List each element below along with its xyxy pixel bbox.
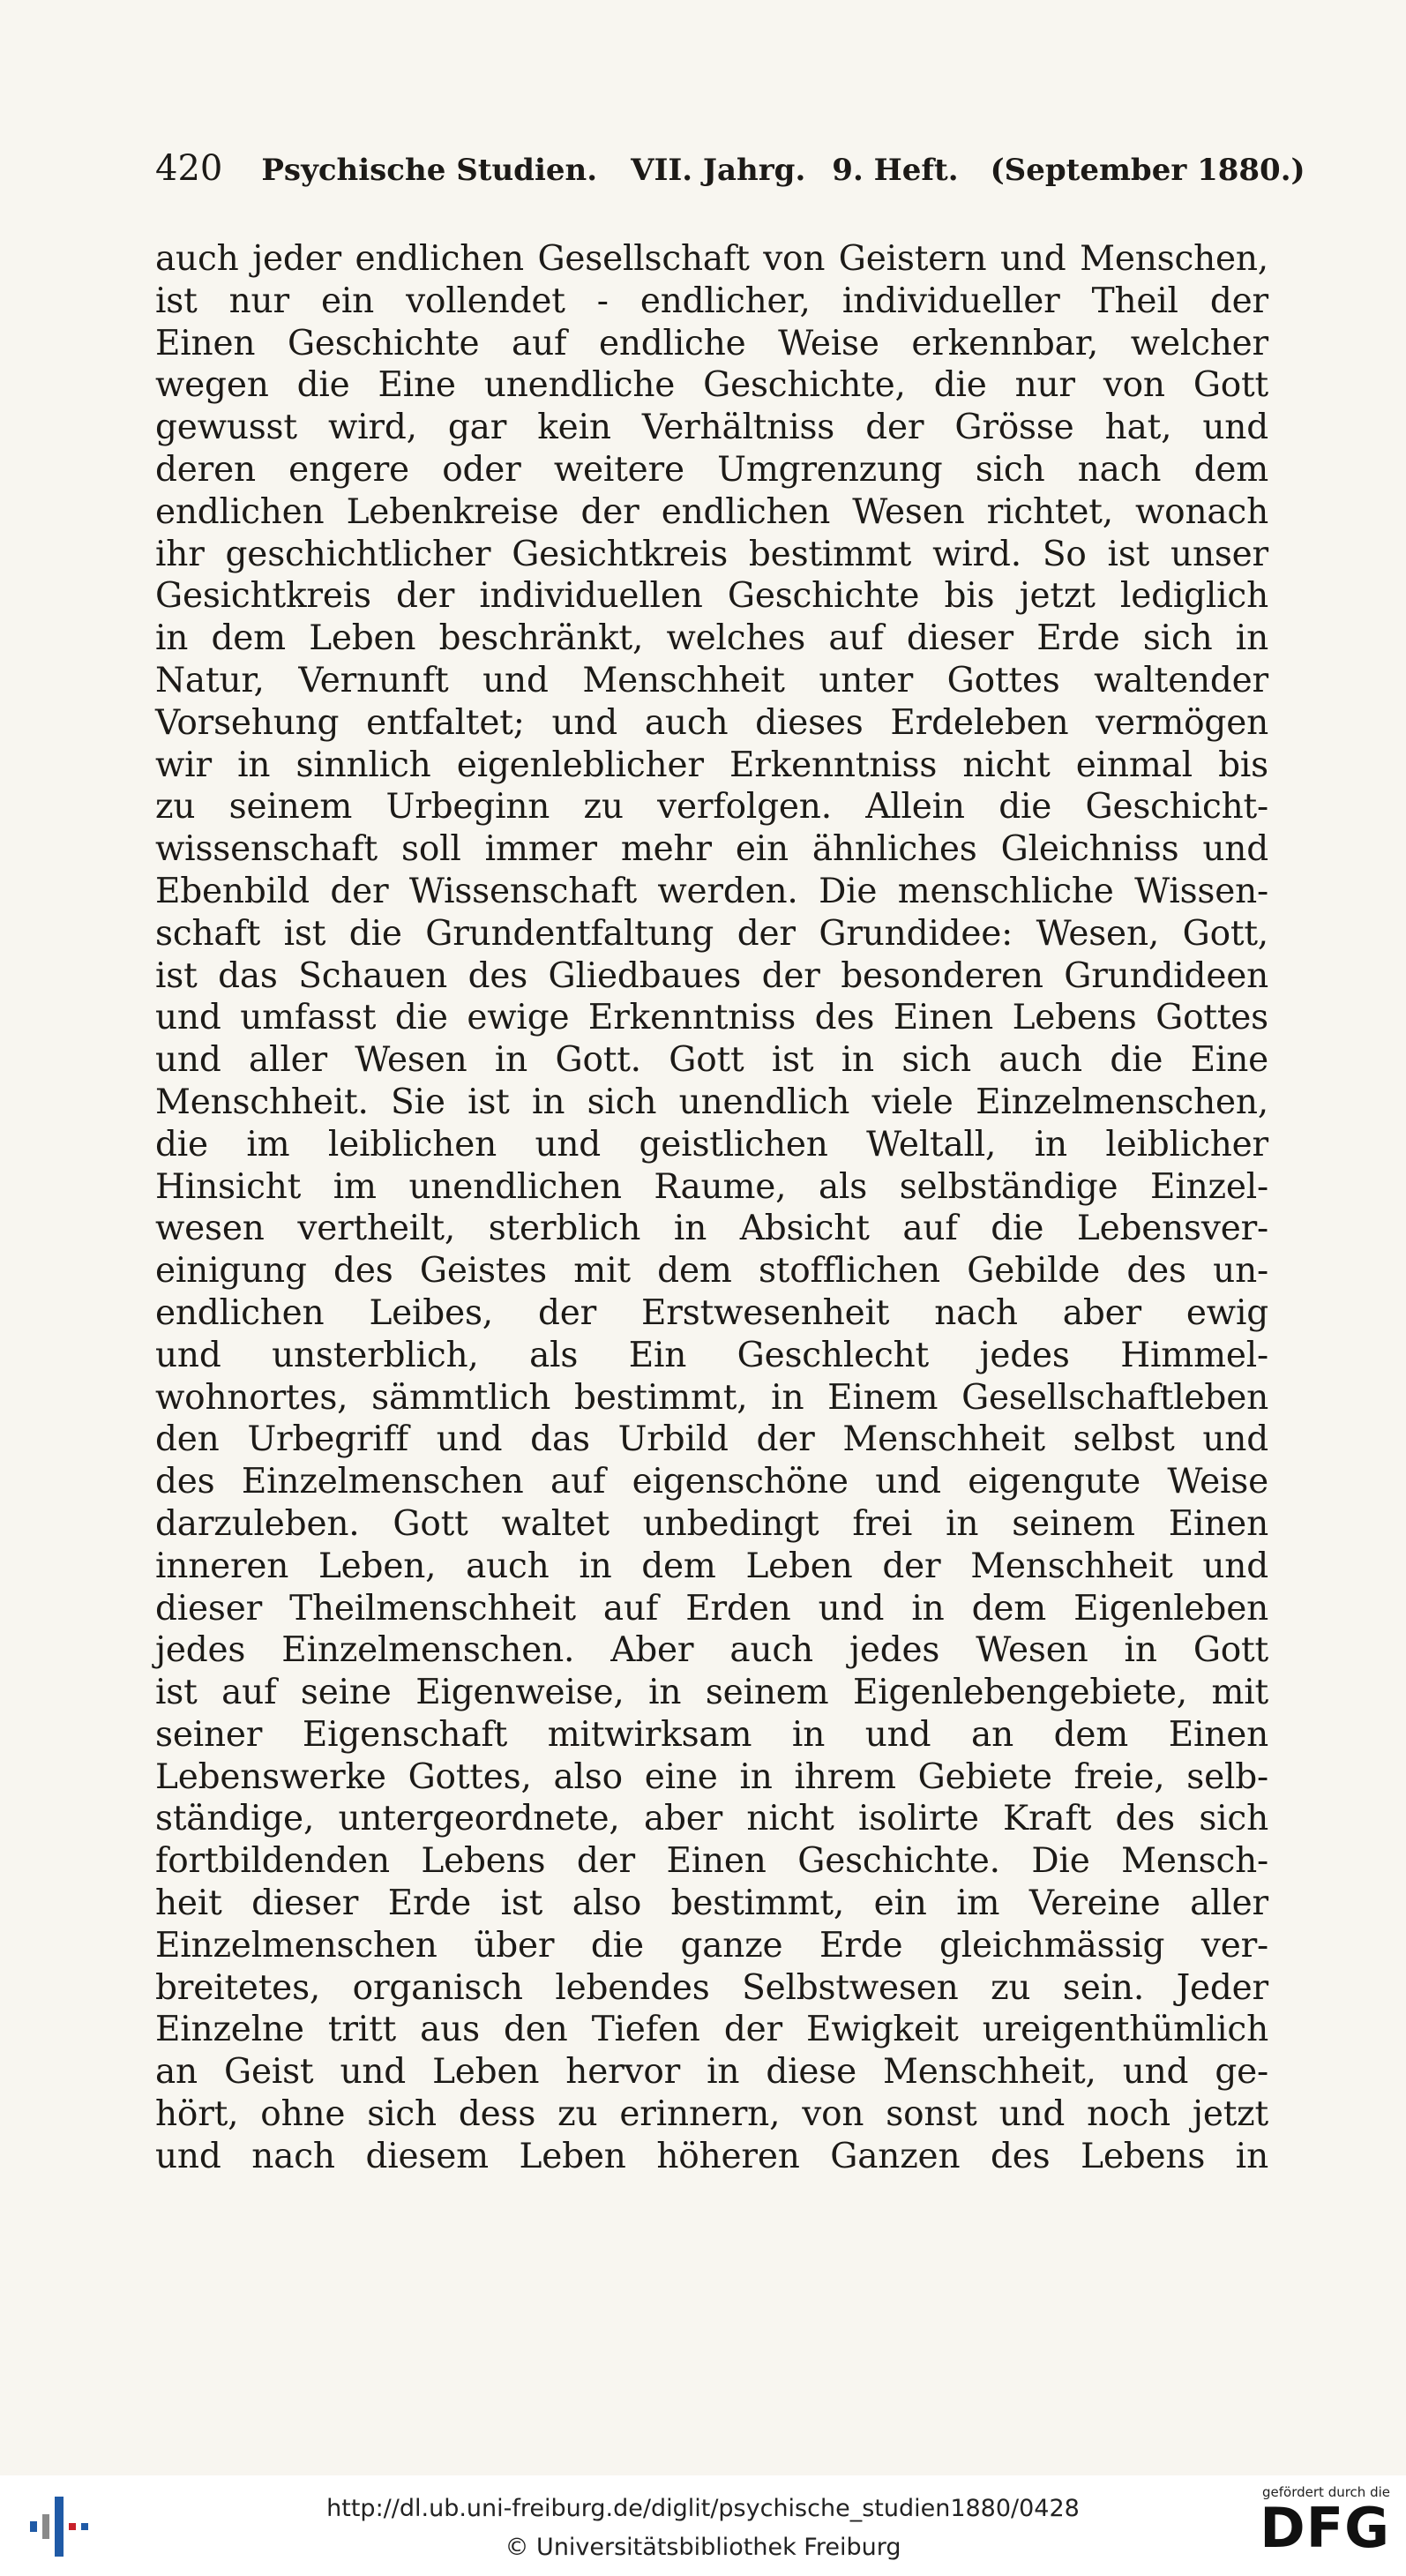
- volume-label: VII. Jahrg.: [631, 153, 806, 188]
- viewer-footer: [0, 2475, 1406, 2576]
- text-line: Menschheit. Sie ist in sich unendlich viele Einzelmenschen,: [155, 1082, 1268, 1122]
- body-text: [155, 238, 1268, 2178]
- text-line: dieser Theilmenschheit auf Erden und in dem Eigenleben: [155, 1588, 1268, 1629]
- text-line: wegen die Eine unendliche Geschichte, die nur von Gott: [155, 365, 1268, 406]
- text-line: ist das Schauen des Gliedbaues der besonderen Grundideen: [155, 955, 1268, 996]
- text-line: Gesichtkreis der individuellen Geschichte bis jetzt lediglich: [155, 576, 1268, 617]
- text-line: Ebenbild der Wissenschaft werden. Die menschliche Wissen-: [155, 871, 1268, 911]
- copyright-notice: © Universitätsbibliothek Freiburg: [505, 2534, 901, 2561]
- dfg-funding-text: gefördert durch die: [1262, 2484, 1390, 2500]
- journal-title: Psychische Studien.: [261, 153, 598, 188]
- text-line: und unsterblich, als Ein Geschlecht jedes Himmel-: [155, 1335, 1268, 1375]
- issue-date: (September 1880.): [990, 153, 1305, 188]
- text-line: wesen vertheilt, sterblich in Absicht auf die Lebensver-: [155, 1209, 1268, 1249]
- text-line: inneren Leben, auch in dem Leben der Menschheit und: [155, 1546, 1268, 1586]
- source-url[interactable]: http://dl.ub.uni-freiburg.de/diglit/psychische_studien1880/0428: [326, 2495, 1080, 2522]
- text-line: Einzelne tritt aus den Tiefen der Ewigkeit ureigenthümlich: [155, 2010, 1268, 2050]
- text-line: wohnortes, sämmtlich bestimmt, in Einem Gesellschaftleben: [155, 1377, 1268, 1418]
- text-line: deren engere oder weitere Umgrenzung sich nach dem: [155, 449, 1268, 490]
- text-line: heit dieser Erde ist also bestimmt, ein im Vereine aller: [155, 1883, 1268, 1924]
- text-line: gewusst wird, gar kein Verhältniss der Grösse hat, und: [155, 408, 1268, 448]
- dfg-wordmark: DFG: [1260, 2496, 1390, 2560]
- text-line: ihr geschichtlicher Gesichtkreis bestimmt wird. So ist unser: [155, 534, 1268, 574]
- text-line: ist auf seine Eigenweise, in seinem Eigenlebengebiete, mit: [155, 1673, 1268, 1713]
- text-line: und umfasst die ewige Erkenntniss des Einen Lebens Gottes: [155, 998, 1268, 1038]
- page-number: 420: [155, 148, 223, 189]
- text-line: ist nur ein vollendet - endlicher, individueller Theil der: [155, 281, 1268, 321]
- text-line: zu seinem Urbeginn zu verfolgen. Allein die Geschicht-: [155, 787, 1268, 827]
- text-line: Vorsehung entfaltet; und auch dieses Erdeleben vermögen: [155, 702, 1268, 743]
- text-line: einigung des Geistes mit dem stofflichen Gebilde des un-: [155, 1251, 1268, 1292]
- text-line: ständige, untergeordnete, aber nicht isolirte Kraft des sich: [155, 1799, 1268, 1839]
- text-line: Lebenswerke Gottes, also eine in ihrem Gebiete freie, selb-: [155, 1756, 1268, 1797]
- issue-label: 9. Heft.: [832, 153, 959, 188]
- text-line: und aller Wesen in Gott. Gott ist in sich auch die Eine: [155, 1040, 1268, 1081]
- text-line: endlichen Leibes, der Erstwesenheit nach aber ewig: [155, 1292, 1268, 1333]
- text-line: und nach diesem Leben höheren Ganzen des Lebens in: [155, 2136, 1268, 2176]
- text-line: Einen Geschichte auf endliche Weise erkennbar, welcher: [155, 323, 1268, 363]
- text-line: Einzelmenschen über die ganze Erde gleichmässig ver-: [155, 1925, 1268, 1966]
- text-line: endlichen Lebenkreise der endlichen Wesen richtet, wonach: [155, 491, 1268, 532]
- text-line: wissenschaft soll immer mehr ein ähnliches Gleichniss und: [155, 829, 1268, 870]
- text-line: breitetes, organisch lebendes Selbstwesen zu sein. Jeder: [155, 1967, 1268, 2008]
- text-line: des Einzelmenschen auf eigenschöne und eigengute Weise: [155, 1462, 1268, 1502]
- text-line: fortbildenden Lebens der Einen Geschichte. Die Mensch-: [155, 1841, 1268, 1882]
- text-line: Hinsicht im unendlichen Raume, als selbständige Einzel-: [155, 1166, 1268, 1207]
- text-line: seiner Eigenschaft mitwirksam in und an dem Einen: [155, 1714, 1268, 1755]
- text-line: die im leiblichen und geistlichen Weltall, in leiblicher: [155, 1124, 1268, 1164]
- text-line: hört, ohne sich dess zu erinnern, von sonst und noch jetzt: [155, 2094, 1268, 2135]
- text-line: den Urbegriff und das Urbild der Menschheit selbst und: [155, 1419, 1268, 1460]
- text-line: darzuleben. Gott waltet unbedingt frei in seinem Einen: [155, 1503, 1268, 1544]
- text-line: auch jeder endlichen Gesellschaft von Geistern und Menschen,: [155, 239, 1268, 279]
- text-line: in dem Leben beschränkt, welches auf dieser Erde sich in: [155, 618, 1268, 659]
- text-line: jedes Einzelmenschen. Aber auch jedes Wesen in Gott: [155, 1630, 1268, 1671]
- text-line: Natur, Vernunft und Menschheit unter Gottes waltender: [155, 660, 1268, 700]
- text-line: an Geist und Leben hervor in diese Menschheit, und ge-: [155, 2052, 1268, 2093]
- text-line: schaft ist die Grundentfaltung der Grundidee: Wesen, Gott,: [155, 913, 1268, 954]
- running-header: [155, 148, 1305, 201]
- dfg-logo: [1240, 2484, 1390, 2572]
- text-line: wir in sinnlich eigenleblicher Erkenntniss nicht einmal bis: [155, 745, 1268, 785]
